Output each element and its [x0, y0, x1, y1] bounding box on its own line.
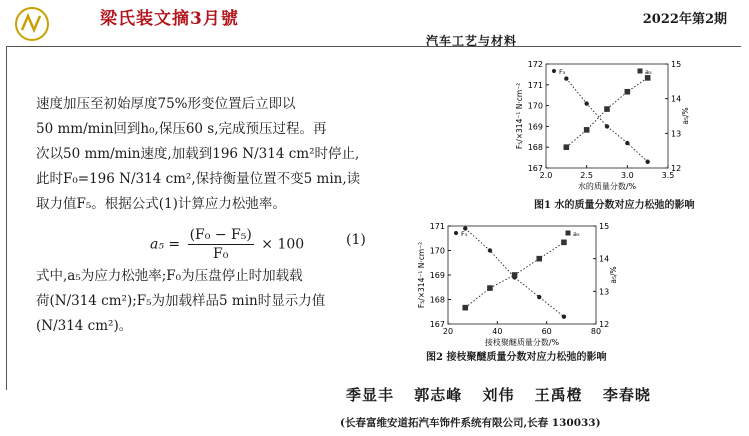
- text-line: (N/314 cm²)。: [36, 318, 133, 334]
- data-point-circle: [625, 141, 629, 145]
- y-right-tick-label: 12: [671, 164, 682, 173]
- y-right-tick-label: 12: [599, 320, 610, 329]
- text-line: 荷(N/314 cm²);F₅为加载样品5 min时显示力值: [36, 293, 326, 309]
- text-line: 式中,a₅为应力松弛率;F₀为压盘停止时加载载: [36, 268, 303, 284]
- y-left-tick-label: 171: [527, 80, 543, 90]
- data-point-square: [536, 256, 542, 262]
- header-rule: [6, 46, 741, 47]
- equation-numerator: (F₀ − F₅): [189, 227, 252, 243]
- y-right-axis-label: a₅/%: [681, 107, 690, 125]
- data-point-square: [564, 144, 570, 150]
- equation-denominator: F₀: [213, 246, 229, 262]
- issue-number: 2022年第2期: [642, 12, 727, 27]
- y-left-axis-label: F₅/×314⁻¹ N·cm⁻²: [417, 241, 426, 309]
- legend-label: F₅: [461, 230, 468, 238]
- equation-fraction: [188, 226, 254, 263]
- text-line: 取力值F₅。根据公式(1)计算应力松弛率。: [36, 196, 286, 212]
- y-right-tick-label: 14: [671, 94, 682, 104]
- y-right-axis-label: a₅/%: [609, 266, 618, 284]
- data-point-circle: [584, 101, 588, 105]
- equation-lhs: a₅ =: [150, 236, 181, 253]
- figure-2-chart: [418, 216, 658, 352]
- legend-marker-circle: [552, 69, 556, 73]
- equation-rhs: × 100: [261, 236, 305, 253]
- y-left-tick-label: 169: [527, 122, 543, 132]
- figure-1-chart: [470, 54, 710, 204]
- text-line: 此时F₀=196 N/314 cm²,保持衡量位置不变5 min,读: [36, 171, 361, 187]
- y-left-tick-label: 167: [429, 320, 445, 329]
- y-right-tick-label: 14: [599, 254, 610, 264]
- legend-marker-circle: [454, 231, 458, 235]
- x-tick-label: 80: [590, 327, 602, 336]
- text-line: 速度加压至初始厚度75%形变位置后立即以: [36, 96, 296, 112]
- data-point-circle: [488, 248, 492, 252]
- series-line-2: [566, 78, 647, 147]
- x-axis-label: 水的质量分数/%: [577, 182, 637, 191]
- data-point-square: [462, 305, 468, 311]
- data-point-circle: [564, 76, 568, 80]
- y-right-tick-label: 13: [599, 287, 610, 297]
- y-left-tick-label: 172: [527, 60, 543, 69]
- legend-marker-square: [566, 231, 571, 236]
- header-title: 梁氏装文摘3月號: [100, 9, 239, 29]
- x-tick-label: 3.0: [620, 171, 634, 180]
- data-point-square: [584, 127, 590, 133]
- paragraph-1: [36, 92, 381, 217]
- x-tick-label: 60: [541, 327, 552, 336]
- figure-1-caption: 图1 水的质量分数对应力松弛的影响: [534, 200, 695, 211]
- y-right-tick-label: 15: [671, 60, 682, 69]
- legend-marker-square: [638, 69, 643, 74]
- x-tick-label: 2.0: [539, 171, 553, 180]
- plot-frame: [448, 226, 596, 324]
- y-left-tick-label: 169: [429, 271, 445, 280]
- paragraph-2: [36, 264, 381, 339]
- y-right-tick-label: 15: [599, 222, 610, 231]
- y-left-tick-label: 170: [429, 246, 445, 256]
- series-line-1: [566, 79, 647, 162]
- journal-logo-icon: [14, 6, 50, 42]
- legend-label: a₅: [645, 68, 652, 76]
- y-left-tick-label: 168: [527, 143, 543, 153]
- x-tick-label: 20: [442, 327, 454, 336]
- data-point-circle: [562, 314, 566, 318]
- y-left-axis-label: F₅/×314⁻¹ N·cm⁻²: [515, 82, 524, 150]
- y-left-tick-label: 170: [527, 101, 543, 111]
- left-border: [6, 46, 7, 390]
- data-point-square: [604, 106, 610, 112]
- data-point-square: [625, 89, 631, 95]
- data-point-circle: [605, 124, 609, 128]
- figure-2-caption: 图2 接枝聚醚质量分数对应力松弛的影响: [426, 352, 607, 363]
- y-left-tick-label: 167: [527, 164, 543, 173]
- y-right-tick-label: 13: [671, 129, 682, 139]
- x-tick-label: 2.5: [580, 171, 594, 180]
- data-point-square: [487, 285, 493, 291]
- y-left-tick-label: 171: [429, 222, 445, 231]
- x-tick-label: 3.5: [661, 171, 675, 180]
- y-left-tick-label: 168: [429, 295, 445, 305]
- data-point-square: [512, 272, 518, 278]
- equation-number: (1): [346, 232, 366, 248]
- data-point-circle: [537, 295, 541, 299]
- author-list: 季显丰 郭志峰 刘伟 王禹橙 李春晓: [346, 386, 651, 404]
- x-tick-label: 40: [492, 327, 503, 336]
- text-line: 次以50 mm/min速度,加载到196 N/314 cm²时停止,: [36, 146, 360, 162]
- affiliation: (长春富维安道拓汽车饰件系统有限公司,长春 130033): [340, 417, 601, 429]
- text-line: 50 mm/min回到h₀,保压60 s,完成预压过程。再: [36, 121, 327, 137]
- legend-label: F₅: [559, 68, 566, 76]
- data-point-square: [561, 240, 567, 246]
- legend-label: a₅: [573, 230, 580, 238]
- data-point-circle: [645, 160, 649, 164]
- x-axis-label: 接枝聚醚质量分数/%: [484, 338, 560, 347]
- equation: [150, 226, 304, 263]
- journal-name: 汽车工艺与材料: [425, 34, 517, 48]
